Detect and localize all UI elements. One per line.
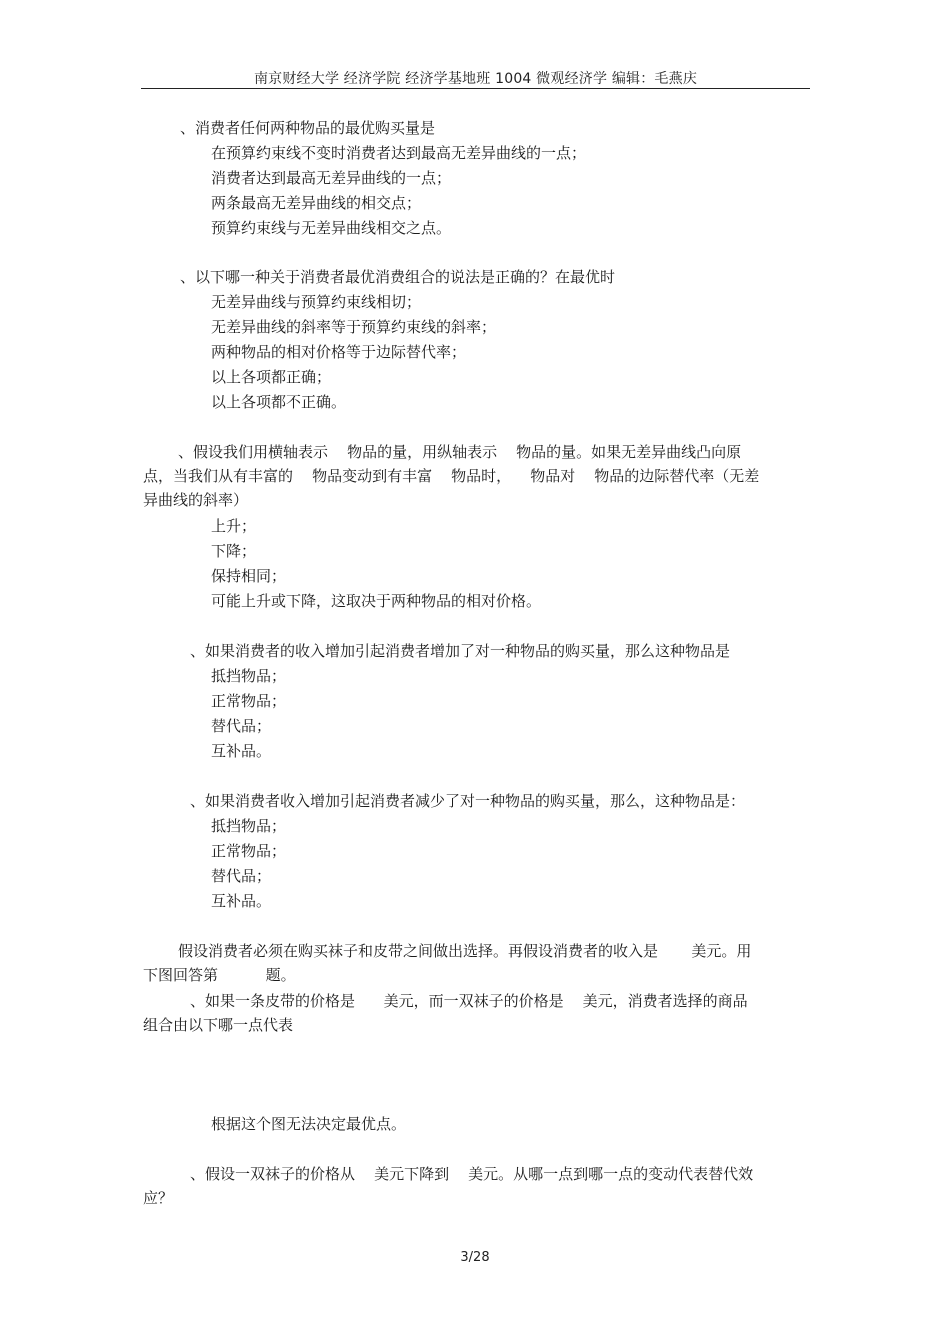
question-1-stem: 、消费者任何两种物品的最优购买量是 xyxy=(180,119,436,137)
question-4-stem: 、如果消费者的收入增加引起消费者增加了对一种物品的购买量，那么这种物品是 xyxy=(190,642,731,660)
question-2-stem: 、以下哪一种关于消费者最优消费组合的说法是正确的？在最优时 xyxy=(180,268,616,286)
question-3-option-b: 下降； xyxy=(211,542,257,560)
question-1-option-c: 两条最高无差异曲线的相交点； xyxy=(211,194,422,212)
question-2-option-d: 以上各项都正确； xyxy=(211,368,332,386)
question-4-option-c: 替代品； xyxy=(211,717,272,735)
question-5-option-b: 正常物品； xyxy=(211,842,287,860)
question-5-option-d: 互补品。 xyxy=(211,892,272,910)
scenario-line-1: 假设消费者必须在购买袜子和皮带之间做出选择。再假设消费者的收入是 美元。用 xyxy=(178,942,752,960)
question-1-option-b: 消费者达到最高无差异曲线的一点； xyxy=(211,169,452,187)
question-5-stem: 、如果消费者收入增加引起消费者减少了对一种物品的购买量，那么，这种物品是： xyxy=(190,792,746,810)
question-2-option-c: 两种物品的相对价格等于边际替代率； xyxy=(211,343,467,361)
question-2-option-e: 以上各项都不正确。 xyxy=(211,393,347,411)
belt-question-option: 根据这个图无法决定最优点。 xyxy=(211,1115,407,1133)
question-4-option-a: 抵挡物品； xyxy=(211,667,287,685)
question-5-option-c: 替代品； xyxy=(211,867,272,885)
page-header: 南京财经大学 经济学院 经济学基地班 1004 微观经济学 编辑：毛燕庆 xyxy=(253,71,698,87)
belt-question-line-1: 、如果一条皮带的价格是 美元，而一双袜子的价格是 美元，消费者选择的商品 xyxy=(190,992,748,1010)
question-2-option-b: 无差异曲线的斜率等于预算约束线的斜率； xyxy=(211,318,497,336)
question-2-option-a: 无差异曲线与预算约束线相切； xyxy=(211,293,422,311)
question-3-stem-line-2: 点，当我们从有丰富的 物品变动到有丰富 物品时， 物品对 物品的边际替代率（无差 xyxy=(143,467,760,485)
question-4-option-d: 互补品。 xyxy=(211,742,272,760)
header-rule xyxy=(141,88,810,89)
question-3-option-a: 上升； xyxy=(211,517,257,535)
socks-question-line-2: 应？ xyxy=(143,1189,174,1207)
question-3-option-c: 保持相同； xyxy=(211,567,287,585)
socks-question-line-1: 、假设一双袜子的价格从 美元下降到 美元。从哪一点到哪一点的变动代表替代效 xyxy=(190,1165,754,1183)
question-5-option-a: 抵挡物品； xyxy=(211,817,287,835)
question-3-option-d: 可能上升或下降，这取决于两种物品的相对价格。 xyxy=(211,592,542,610)
scenario-line-2: 下图回答第 题。 xyxy=(143,966,296,984)
question-3-stem-line-1: 、假设我们用横轴表示 物品的量，用纵轴表示 物品的量。如果无差异曲线凸向原 xyxy=(178,443,742,461)
question-4-option-b: 正常物品； xyxy=(211,692,287,710)
belt-question-line-2: 组合由以下哪一点代表 xyxy=(143,1016,294,1034)
question-3-stem-line-3: 异曲线的斜率） xyxy=(143,491,249,509)
page-number: 3/28 xyxy=(460,1250,490,1265)
question-1-option-a: 在预算约束线不变时消费者达到最高无差异曲线的一点； xyxy=(211,144,587,162)
question-1-option-d: 预算约束线与无差异曲线相交之点。 xyxy=(211,219,452,237)
